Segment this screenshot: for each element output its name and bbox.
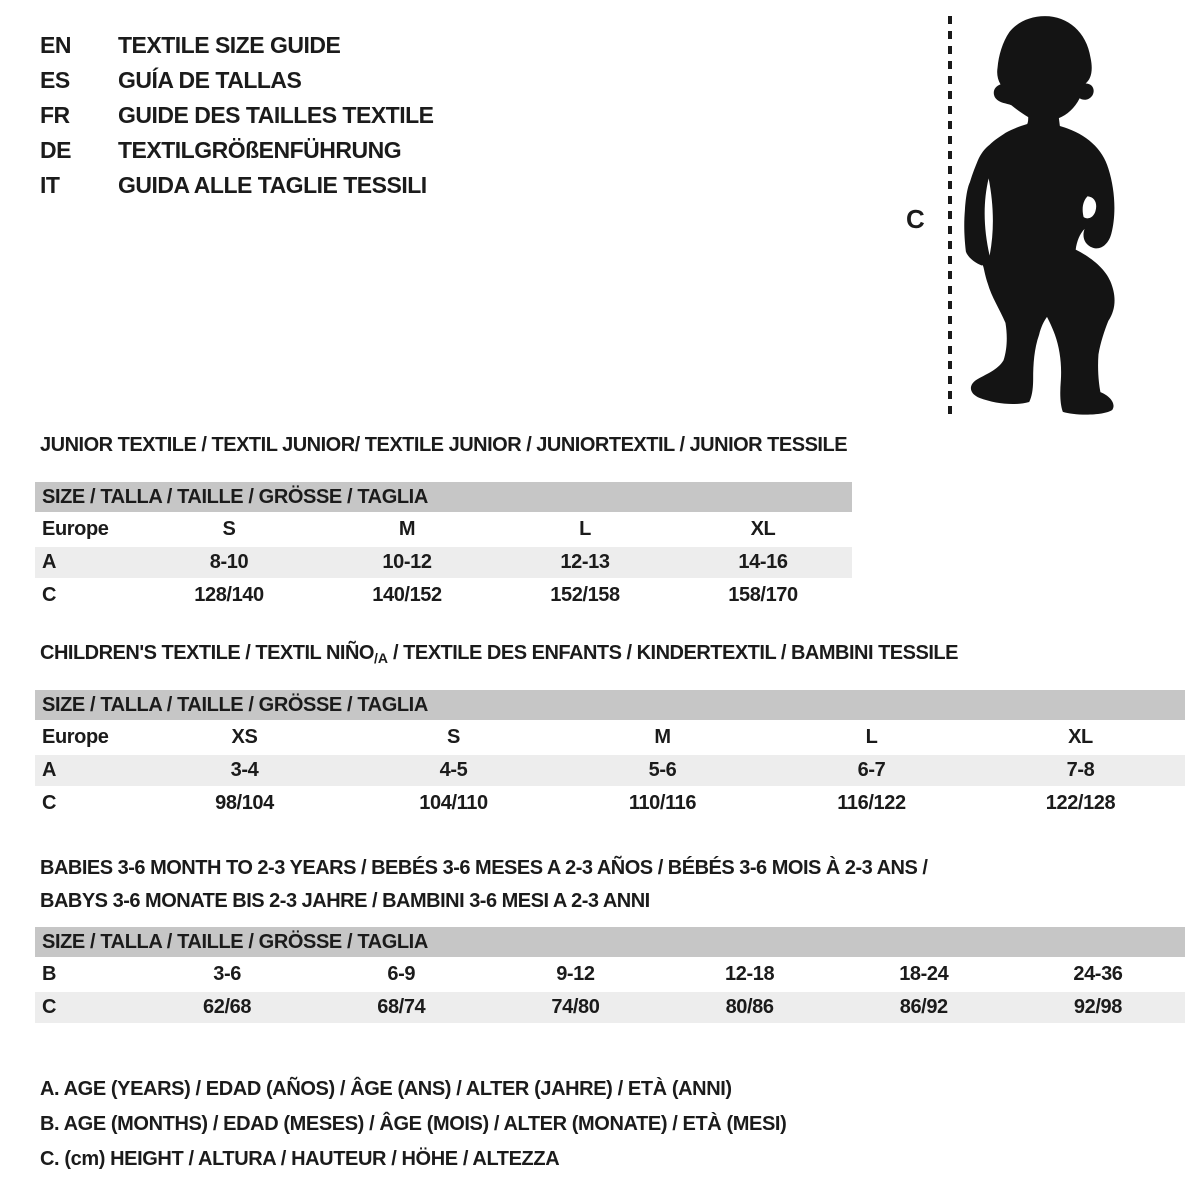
cell: 122/128 xyxy=(1045,792,1116,814)
cell: 62/68 xyxy=(203,996,252,1018)
cell: 158/170 xyxy=(728,584,798,606)
children-size-header-band xyxy=(35,690,1185,720)
cell: 86/92 xyxy=(899,996,948,1018)
lang-row-es xyxy=(40,63,434,98)
cell: 104/110 xyxy=(419,792,488,814)
cell: XL xyxy=(750,518,776,540)
cell: XS xyxy=(231,726,258,748)
cell: 128/140 xyxy=(194,584,264,606)
cell: 6-7 xyxy=(857,759,886,781)
row-label: Europe xyxy=(42,726,109,748)
height-measure-line xyxy=(948,16,952,416)
children-title-main: CHILDREN'S TEXTILE / TEXTIL NIÑO xyxy=(40,642,374,664)
junior-row-europe xyxy=(35,514,852,545)
cell: M xyxy=(398,518,416,540)
row-label: A xyxy=(42,759,57,781)
lang-code: FR xyxy=(40,102,70,128)
children-row-age xyxy=(35,755,1185,786)
lang-code: DE xyxy=(40,137,71,163)
junior-size-header-band xyxy=(35,482,852,512)
size-header-text: SIZE / TALLA / TAILLE / GRÖSSE / TAGLIA xyxy=(42,694,428,716)
cell: 10-12 xyxy=(382,551,432,573)
babies-title-line2: BABYS 3-6 MONATE BIS 2-3 JAHRE / BAMBINI 3-6 MESI A 2-3 ANNI xyxy=(40,890,650,912)
cell: 4-5 xyxy=(439,759,468,781)
lang-code: ES xyxy=(40,67,70,93)
cell: 92/98 xyxy=(1073,996,1122,1018)
cell: 12-18 xyxy=(725,963,775,985)
lang-row-fr xyxy=(40,98,434,133)
junior-table-title: JUNIOR TEXTILE / TEXTIL JUNIOR/ TEXTILE JUNIOR / JUNIORTEXTIL / JUNIOR TESSILE xyxy=(40,434,848,456)
cell: 6-9 xyxy=(387,963,416,985)
legend-line-b: B. AGE (MONTHS) / EDAD (MESES) / ÂGE (MOIS) / ALTER (MONATE) / ETÀ (MESI) xyxy=(40,1113,787,1135)
cell: 74/80 xyxy=(551,996,600,1018)
cell: L xyxy=(579,518,591,540)
cell: 98/104 xyxy=(215,792,274,814)
legend-line-c: C. (cm) HEIGHT / ALTURA / HAUTEUR / HÖHE / ALTEZZA xyxy=(40,1148,560,1170)
lang-title: TEXTILE SIZE GUIDE xyxy=(118,32,341,58)
lang-row-de xyxy=(40,133,434,168)
cell: 80/86 xyxy=(725,996,774,1018)
lang-row-en xyxy=(40,28,434,63)
lang-title: GUIDE DES TAILLES TEXTILE xyxy=(118,102,434,128)
lang-code: EN xyxy=(40,32,71,58)
cell: 110/116 xyxy=(628,792,697,814)
legend-line-a: A. AGE (YEARS) / EDAD (AÑOS) / ÂGE (ANS) / ALTER (JAHRE) / ETÀ (ANNI) xyxy=(40,1078,732,1100)
size-header-text: SIZE / TALLA / TAILLE / GRÖSSE / TAGLIA xyxy=(42,931,428,953)
language-list xyxy=(40,28,434,203)
lang-title: TEXTILGRÖßENFÜHRUNG xyxy=(118,137,402,163)
junior-row-height xyxy=(35,580,852,611)
lang-title: GUÍA DE TALLAS xyxy=(118,67,302,93)
cell: 8-10 xyxy=(209,551,249,573)
cell: XL xyxy=(1068,726,1093,748)
cell: S xyxy=(447,726,460,748)
children-row-europe xyxy=(35,722,1185,753)
cell: 3-6 xyxy=(213,963,241,985)
babies-table-title xyxy=(40,852,927,918)
row-label: A xyxy=(42,551,57,573)
children-row-height xyxy=(35,788,1185,819)
cell: 68/74 xyxy=(377,996,426,1018)
babies-row-height xyxy=(35,992,1185,1023)
cell: L xyxy=(865,726,878,748)
row-label: C xyxy=(42,584,57,606)
babies-title-line1: BABIES 3-6 MONTH TO 2-3 YEARS / BEBÉS 3-6 MESES A 2-3 AÑOS / BÉBÉS 3-6 MOIS À 2-3 ANS / xyxy=(40,857,928,879)
cell: 5-6 xyxy=(648,759,677,781)
row-label: C xyxy=(42,996,57,1018)
cell: 3-4 xyxy=(230,759,259,781)
lang-code: IT xyxy=(40,172,60,198)
cell: 116/122 xyxy=(837,792,906,814)
cell: 140/152 xyxy=(372,584,442,606)
junior-row-age xyxy=(35,547,852,578)
cell: S xyxy=(222,518,236,540)
babies-row-months xyxy=(35,959,1185,990)
cell: 18-24 xyxy=(899,963,949,985)
cell: 12-13 xyxy=(560,551,610,573)
cell: 24-36 xyxy=(1073,963,1123,985)
cell: 152/158 xyxy=(550,584,620,606)
cell: 9-12 xyxy=(556,963,595,985)
row-label: Europe xyxy=(42,518,109,540)
cell: M xyxy=(654,726,671,748)
cell: 7-8 xyxy=(1066,759,1095,781)
lang-title: GUIDA ALLE TAGLIE TESSILI xyxy=(118,172,427,198)
row-label: B xyxy=(42,963,57,985)
lang-row-it xyxy=(40,168,434,203)
children-title-rest: / TEXTILE DES ENFANTS / KINDERTEXTIL / BAMBINI TESSILE xyxy=(387,642,958,664)
row-label: C xyxy=(42,792,57,814)
children-title-sub: /A xyxy=(373,650,388,666)
height-measure-label: C xyxy=(906,204,925,234)
babies-size-header-band xyxy=(35,927,1185,957)
size-header-text: SIZE / TALLA / TAILLE / GRÖSSE / TAGLIA xyxy=(42,486,428,508)
legend xyxy=(40,1072,786,1177)
cell: 14-16 xyxy=(738,551,788,573)
children-table-title xyxy=(40,642,958,666)
toddler-silhouette xyxy=(956,12,1140,420)
